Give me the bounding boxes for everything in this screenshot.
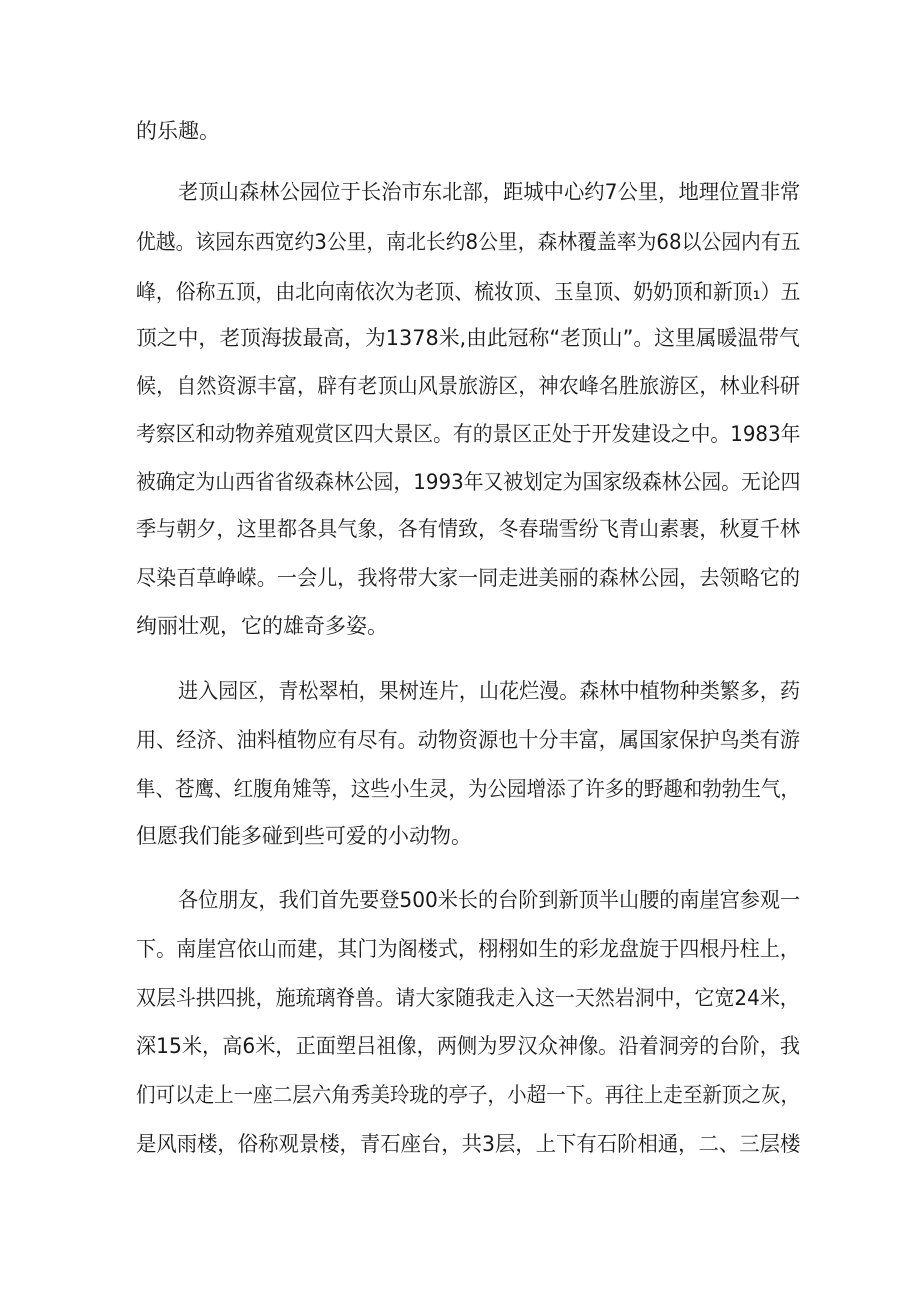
text-line: 优越。该园东西宽约3公里，南北长约8公里，森林覆盖率为68以公园内有五 (136, 230, 801, 254)
continuation-line: 的乐趣。 (136, 119, 220, 143)
text-line: 各位朋友，我们首先要登500米长的台阶到新顶半山腰的南崖宫参观一 (178, 888, 801, 912)
text-line: 尽染百草峥嵘。一会儿，我将带大家一同走进美丽的森林公园，去领略它的 (136, 566, 801, 590)
text-line: 但愿我们能多碰到些可爱的小动物。 (136, 824, 472, 848)
text-line: 峰，俗称五顶，由北向南依次为老顶、梳妆顶、玉皇顶、奶奶顶和新顶₁）五 (136, 280, 801, 304)
text-line: 是风雨楼，俗称观景楼，青石座台，共3层，上下有石阶相通，二、三层楼 (136, 1132, 801, 1156)
text-line: 下。南崖宫依山而建，其门为阁楼式，栩栩如生的彩龙盘旋于四根丹柱上， (136, 937, 801, 961)
text-line: 老顶山森林公园位于长治市东北部，距城中心约7公里，地理位置非常 (178, 180, 801, 204)
text-line: 候，自然资源丰富，辟有老顶山风景旅游区，神农峰名胜旅游区，林业科研 (136, 374, 801, 398)
text-line: 考察区和动物养殖观赏区四大景区。有的景区正处于开发建设之中。1983年 (136, 422, 801, 446)
text-line: 被确定为山西省省级森林公园，1993年又被划定为国家级森林公园。无论四 (136, 470, 801, 494)
text-line: 用、经济、油料植物应有尽有。动物资源也十分丰富，属国家保护鸟类有游 (136, 728, 801, 752)
text-line: 们可以走上一座二层六角秀美玲珑的亭子，小超一下。再往上走至新顶之灰， (136, 1083, 801, 1107)
text-line: 顶之中，老顶海拔最高，为1378米,由此冠称“老顶山”。这里属暖温带气 (136, 326, 800, 350)
text-line: 进入园区，青松翠柏，果树连片，山花烂漫。森林中植物种类繁多，药 (178, 679, 801, 703)
text-line: 深15米，高6米，正面塑吕祖像，两侧为罗汉众神像。沿着洞旁的台阶，我 (136, 1034, 801, 1058)
text-line: 季与朝夕，这里都各具气象，各有情致，冬春瑞雪纷飞青山素裹，秋夏千林 (136, 517, 801, 541)
text-line: 隼、苍鹰、红腹角雉等，这些小生灵，为公园增添了许多的野趣和勃勃生气， (136, 777, 801, 801)
text-line: 绚丽壮观，它的雄奇多姿。 (136, 614, 388, 638)
text-line: 双层斗拱四挑，施琉璃脊兽。请大家随我走入这一天然岩洞中，它宽24米， (136, 986, 800, 1010)
